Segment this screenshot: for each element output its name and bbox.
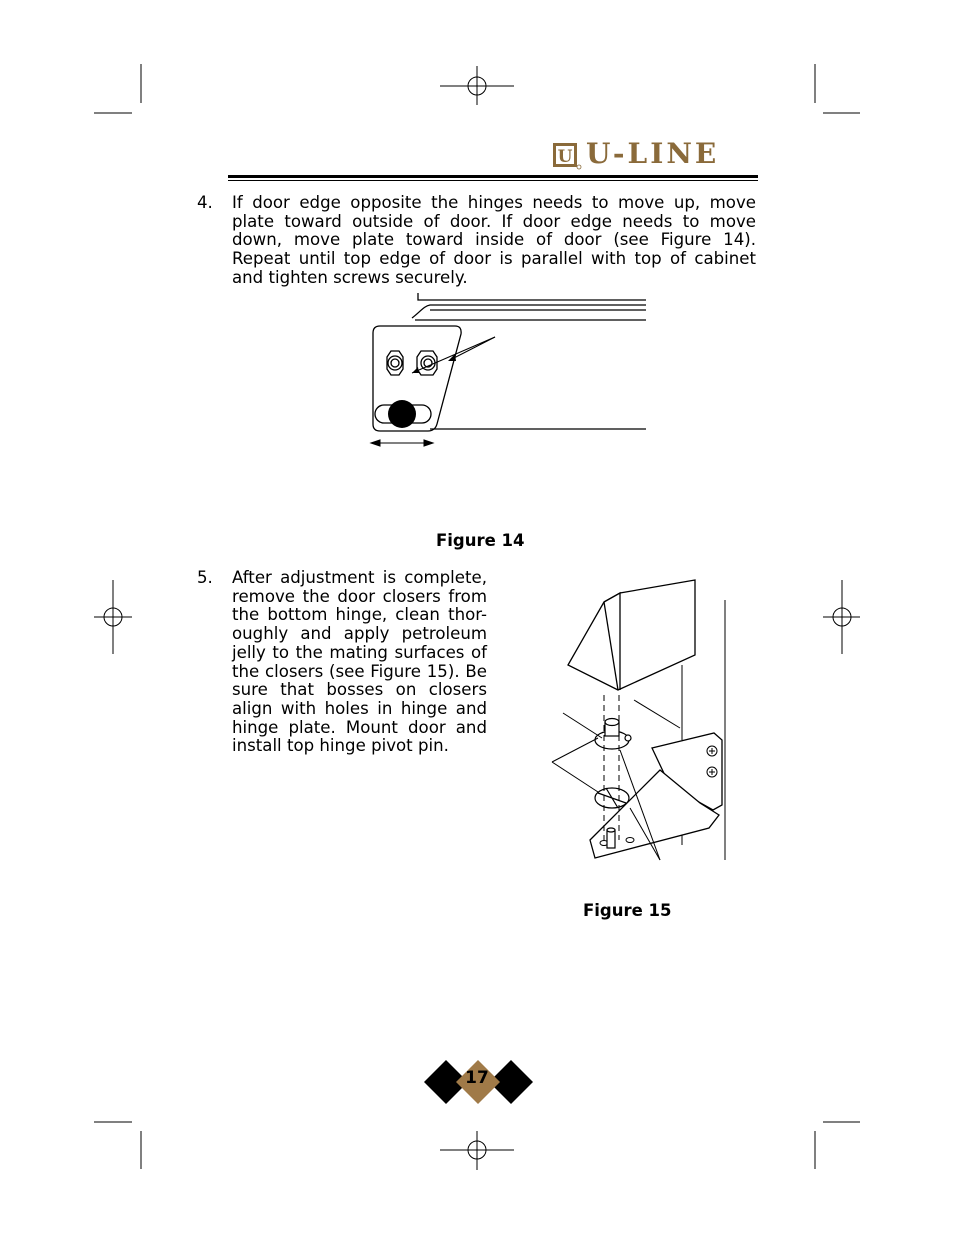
figure-14-hinge-plate-illustration xyxy=(365,290,655,450)
step-text: If door edge opposite the hinges needs to move up, move plate toward outside of door. If door edge needs to move down, move plate toward inside of door (see Figure 14). Repeat until top edge of door is parallel with top of cabinet and tighten screws securely. xyxy=(232,193,756,287)
registration-mark-top xyxy=(440,66,514,105)
svg-text:U: U xyxy=(557,147,573,167)
logo-mark-icon xyxy=(552,142,582,170)
screw-left-icon xyxy=(387,351,403,375)
brand-logo xyxy=(552,137,758,172)
double-arrow-icon xyxy=(371,440,433,446)
registration-mark-bottom xyxy=(440,1131,514,1170)
figure-15-door-closer-illustration xyxy=(545,575,735,865)
step-number: 5. xyxy=(197,568,213,587)
step-number: 4. xyxy=(197,193,213,212)
header-rule xyxy=(228,175,758,178)
step-text: After adjustment is complete, remove the door closers from the bottom hinge, clean thor-oughly and apply petroleum jelly to the mating surfaces of the closers (see Figure 15). Be sure that bosses on closers align with holes in hinge and hinge plate. Mount door and install top hinge pivot pin. xyxy=(232,568,487,756)
header-rule-thin xyxy=(228,180,758,181)
registration-mark-left xyxy=(94,580,132,654)
figure-14-caption: Figure 14 xyxy=(436,531,525,550)
registration-mark-right xyxy=(823,580,860,654)
figure-15-caption: Figure 15 xyxy=(583,901,672,920)
door-closer-top-icon xyxy=(595,719,631,750)
brand-name: U-LINE xyxy=(586,137,720,170)
page-number: 17 xyxy=(465,1068,489,1088)
hinge-pin-icon xyxy=(388,400,416,428)
